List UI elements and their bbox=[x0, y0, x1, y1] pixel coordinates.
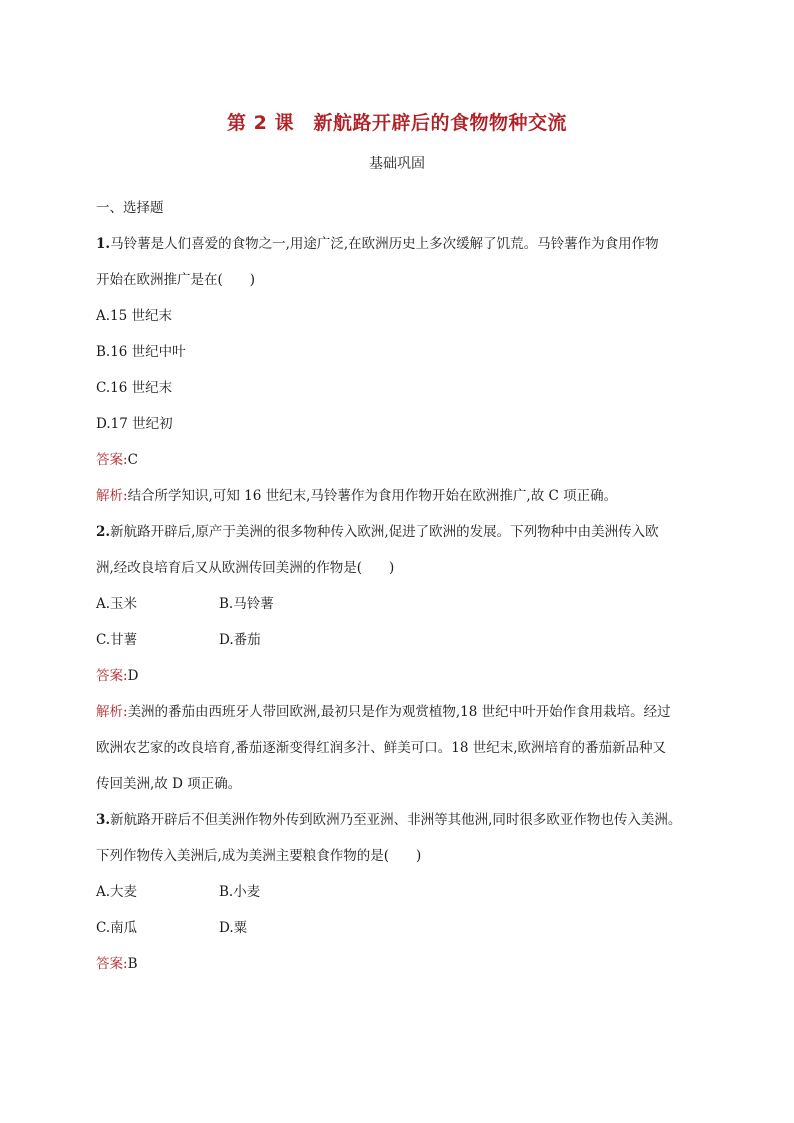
analysis-label: 解析: bbox=[96, 488, 128, 504]
question-text: 开始在欧洲推广是在( ) bbox=[96, 272, 256, 288]
question-2 bbox=[96, 514, 716, 802]
section-heading: 一、选择题 bbox=[96, 200, 164, 216]
question-stem bbox=[96, 514, 716, 550]
answer-label: 答案: bbox=[96, 956, 128, 972]
section-subtitle: 基础巩固 bbox=[369, 156, 425, 172]
question-text: 新航路开辟后不但美洲作物外传到欧洲乃至亚洲、非洲等其他洲,同时很多欧亚作物也传入美洲。 bbox=[110, 812, 682, 828]
question-number: 2. bbox=[96, 524, 111, 540]
option-c: C.南瓜 bbox=[96, 920, 138, 936]
answer-value: B bbox=[127, 956, 138, 972]
question-number: 1. bbox=[96, 236, 111, 252]
page-title: 第 2 课 新航路开辟后的食物物种交流 bbox=[227, 112, 567, 134]
question-3 bbox=[96, 802, 716, 982]
answer-value: C bbox=[127, 452, 138, 468]
option-c: C.16 世纪末 bbox=[96, 380, 173, 396]
content bbox=[96, 190, 716, 982]
question-stem bbox=[96, 226, 716, 262]
analysis-text: 美洲的番茄由西班牙人带回欧洲,最初只是作为观赏植物,18 世纪中叶开始作食用栽培。经过 bbox=[127, 704, 671, 720]
answer-label: 答案: bbox=[96, 452, 128, 468]
options-row bbox=[96, 622, 716, 658]
analysis bbox=[96, 478, 716, 514]
option-d: D.番茄 bbox=[219, 632, 261, 648]
option-c: C.甘薯 bbox=[96, 632, 138, 648]
analysis bbox=[96, 694, 716, 730]
answer-value: D bbox=[127, 668, 139, 684]
options-row bbox=[96, 874, 716, 910]
answer bbox=[96, 946, 716, 982]
analysis-text: 结合所学知识,可知 16 世纪末,马铃薯作为食用作物开始在欧洲推广,故 C 项正确。 bbox=[127, 488, 618, 504]
option-d: D.17 世纪初 bbox=[96, 416, 173, 432]
question-stem bbox=[96, 802, 716, 838]
question-number: 3. bbox=[96, 812, 111, 828]
option-a: A.大麦 bbox=[96, 884, 138, 900]
option-b: B.小麦 bbox=[219, 884, 261, 900]
question-text: 洲,经改良培育后又从欧洲传回美洲的作物是( ) bbox=[96, 560, 395, 576]
option-b: B.马铃薯 bbox=[219, 596, 274, 612]
option-a: A.玉米 bbox=[96, 596, 138, 612]
analysis-label: 解析: bbox=[96, 704, 128, 720]
option-a: A.15 世纪末 bbox=[96, 308, 173, 324]
answer bbox=[96, 442, 716, 478]
question-text: 新航路开辟后,原产于美洲的很多物种传入欧洲,促进了欧洲的发展。下列物种中由美洲传入欧 bbox=[110, 524, 659, 540]
analysis-text: 欧洲农艺家的改良培育,番茄逐渐变得红润多汁、鲜美可口。18 世纪末,欧洲培育的番茄新品种又 bbox=[96, 740, 667, 756]
question-text: 下列作物传入美洲后,成为美洲主要粮食作物的是( ) bbox=[96, 848, 422, 864]
option-d: D.粟 bbox=[219, 920, 248, 936]
question-text: 马铃薯是人们喜爱的食物之一,用途广泛,在欧洲历史上多次缓解了饥荒。马铃薯作为食用作物 bbox=[110, 236, 659, 252]
answer bbox=[96, 658, 716, 694]
answer-label: 答案: bbox=[96, 668, 128, 684]
analysis-text: 传回美洲,故 D 项正确。 bbox=[96, 776, 242, 792]
options-row bbox=[96, 586, 716, 622]
option-b: B.16 世纪中叶 bbox=[96, 344, 186, 360]
options-row bbox=[96, 910, 716, 946]
question-1 bbox=[96, 226, 716, 514]
